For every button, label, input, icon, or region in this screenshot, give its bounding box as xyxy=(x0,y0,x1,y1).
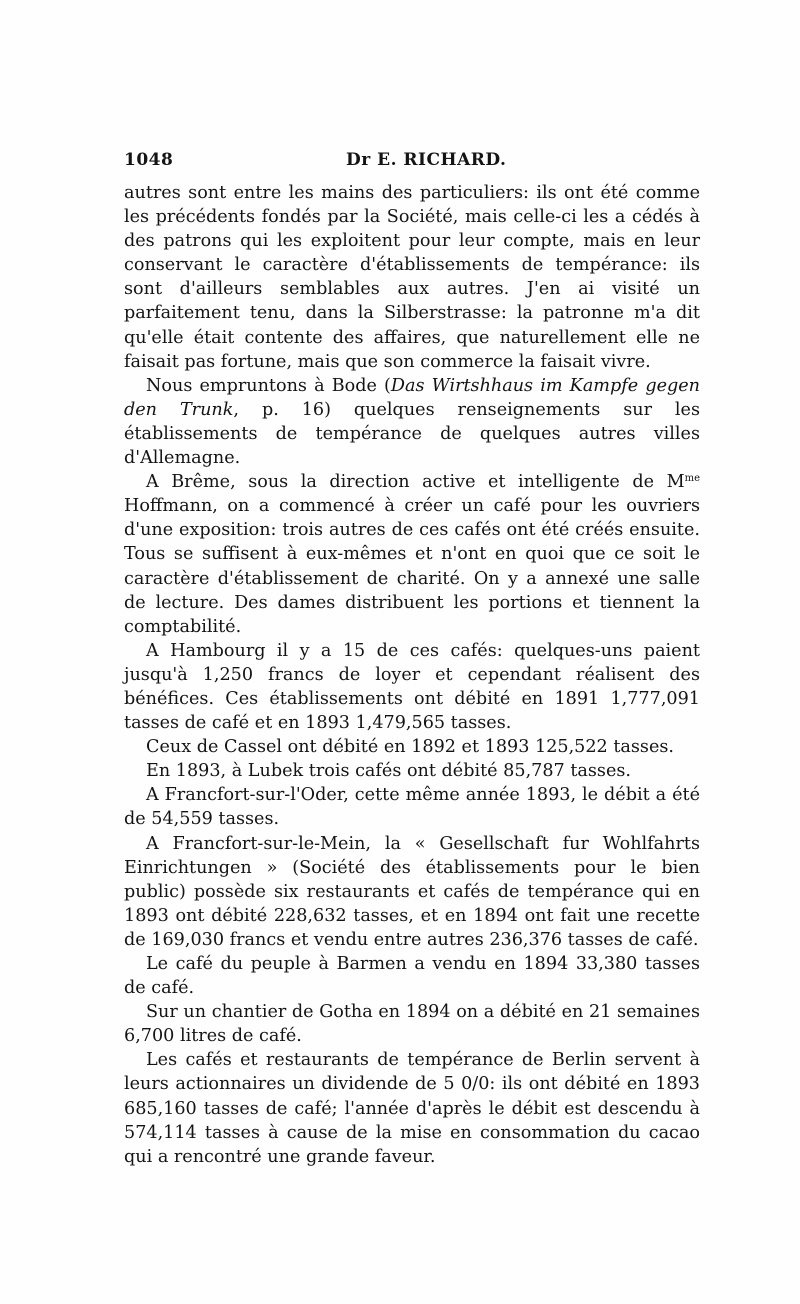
paragraph-hambourg: A Hambourg il y a 15 de ces cafés: quelques-uns paient jusqu'à 1,250 francs de loyer et cependant réalisent des bénéfices. Ces établissements ont débité en 1891 1,777,091 tasses de café et en 1893 1,479,565 tasses. xyxy=(124,640,700,734)
paragraph-text-end: Hoffmann, on a commencé à créer un café pour les ouvriers d'une exposition: trois autres de ces cafés ont été créés ensuite. Tous se suffisent à eux-mêmes et n'ont en quoi que ce soit le caractère d'établissement de charité. On y a annexé une salle de lecture. Des dames distribuent les portions et tiennent la comptabilité. xyxy=(124,496,700,637)
paragraph-barmen: Le café du peuple à Barmen a vendu en 1894 33,380 tasses de café. xyxy=(124,954,700,999)
paragraph-berlin: Les cafés et restaurants de tempérance de Berlin servent à leurs actionnaires un dividende de 5 0/0: ils ont débité en 1893 685,160 tasses de café; l'année d'après le débit est descendu à 574,114 tasses à cause de la mise en consommation du cacao qui a rencontré une grande faveur. xyxy=(124,1050,700,1167)
paragraph-gotha: Sur un chantier de Gotha en 1894 on a débité en 21 semaines 6,700 litres de café. xyxy=(124,1002,700,1047)
paragraph-breme xyxy=(124,470,700,639)
body-text xyxy=(124,181,700,1169)
paragraph-text-start: A Brême, sous la direction active et intelligente de M xyxy=(146,472,685,493)
paragraph-text-end: , p. 16) quelques renseignements sur les établissements de tempérance de quelques autres villes d'Allemagne. xyxy=(124,399,700,469)
running-head xyxy=(124,150,700,174)
paragraph-bode-citation xyxy=(124,374,700,470)
paragraph-lubek: En 1893, à Lubek trois cafés ont débité 85,787 tasses. xyxy=(146,761,631,782)
book-title: Das Wirtshhaus im Kampfe gegen den Trunk xyxy=(124,375,700,420)
paragraph-francfort-oder: A Francfort-sur-l'Oder, cette même année 1893, le débit a été de 54,559 tasses. xyxy=(124,785,700,830)
paragraph-cassel: Ceux de Cassel ont débité en 1892 et 1893 125,522 tasses. xyxy=(146,737,674,758)
paragraph-text-start: Nous empruntons à Bode ( xyxy=(146,375,391,396)
page-number: 1048 xyxy=(124,150,174,170)
paragraph-continuation: autres sont entre les mains des particuliers: ils ont été comme les précédents fondés par la Société, mais celle-ci les a cédés à des patrons qui les exploitent pour leur compte, mais en leur conservant le caractère d'établissements de tempérance: ils sont d'ailleurs semblables aux autres. J'en ai visité un parfaitement tenu, dans la Silberstrasse: la patronne m'a dit qu'elle était contente des affaires, que naturellement elle ne faisait pas fortune, mais que son commerce la faisait vivre. xyxy=(124,183,700,372)
paragraph-francfort-mein: A Francfort-sur-le-Mein, la « Gesellschaft fur Wohlfahrts Einrichtungen » (Société des établissements pour le bien public) possède six restaurants et cafés de tempérance qui en 1893 ont débité 228,632 tasses, et en 1894 ont fait une recette de 169,030 francs et vendu entre autres 236,376 tasses de café. xyxy=(124,833,700,950)
superscript-abbreviation: me xyxy=(684,473,700,485)
running-head-author: Dr E. RICHARD. xyxy=(346,150,507,170)
